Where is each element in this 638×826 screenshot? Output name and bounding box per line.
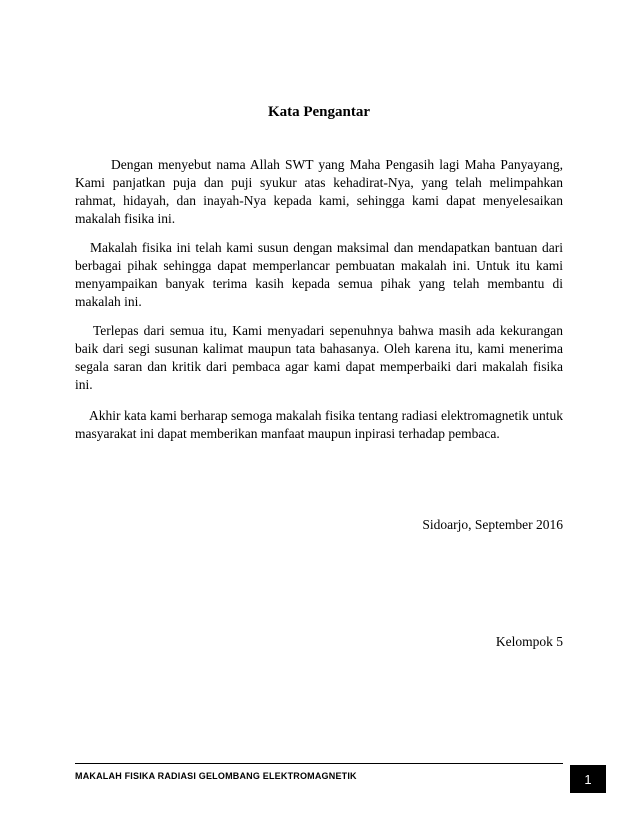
place-date: Sidoarjo, September 2016 xyxy=(422,517,563,532)
paragraph-3: Terlepas dari semua itu, Kami menyadari sepenuhnya bahwa masih ada kekurangan baik dari segi susunan kalimat maupun tata bahasanya. Oleh karena itu, kami menerima segala saran dan kritik dari pembaca agar kami dapat memperbaiki dari makalah fisika ini. xyxy=(75,323,563,392)
paragraph-4: Akhir kata kami berharap semoga makalah fisika tentang radiasi elektromagnetik untuk masyarakat ini dapat memberikan manfaat maupun inpirasi terhadap pembaca. xyxy=(75,408,563,441)
page-title: Kata Pengantar xyxy=(267,104,371,120)
footer-title: MAKALAH FISIKA RADIASI GELOMBANG ELEKTROMAGNETIK xyxy=(75,771,357,781)
paragraph-1: Dengan menyebut nama Allah SWT yang Maha Pengasih lagi Maha Panyayang, Kami panjatkan puja dan puji syukur atas kehadirat-Nya, yang telah melimpahkan rahmat, hidayah, dan inayah-Nya kepada kami, sehingga kami dapat menyelesaikan makalah fisika ini. xyxy=(75,157,563,226)
page-number-badge: 1 xyxy=(570,765,606,793)
author-signature: Kelompok 5 xyxy=(495,634,563,649)
footer-divider xyxy=(75,763,563,764)
paragraph-2: Makalah fisika ini telah kami susun dengan maksimal dan mendapatkan bantuan dari berbagai pihak sehingga dapat memperlancar pembuatan makalah ini. Untuk itu kami menyampaikan banyak terima kasih kepada semua pihak yang telah membantu di makalah ini. xyxy=(75,240,563,309)
